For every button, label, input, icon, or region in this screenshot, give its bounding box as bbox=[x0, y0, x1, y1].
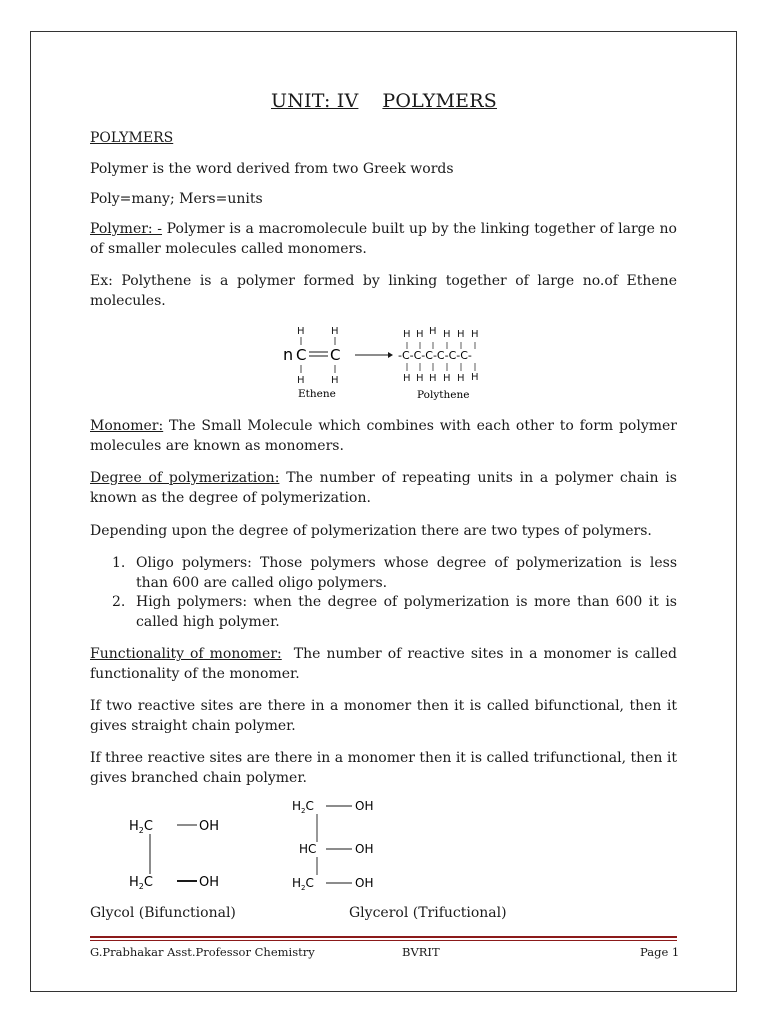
degree-term: Degree of polymerization: bbox=[90, 470, 280, 486]
degree-definition bbox=[90, 469, 677, 508]
section-heading bbox=[90, 129, 677, 149]
polythene-h-bottom-2: H bbox=[416, 373, 424, 384]
list-item-text: Oligo polymers: Those polymers whose degree of polymerization is less than 600 are called oligo polymers. bbox=[136, 555, 677, 591]
polythene-h-top-6: H bbox=[471, 329, 479, 340]
footer-author: G.Prabhakar Asst.Professor Chemistry bbox=[90, 945, 315, 959]
glycol-oh-top: OH bbox=[199, 819, 220, 834]
ethene-carbon-left: C bbox=[296, 346, 307, 364]
list-item-text: High polymers: when the degree of polymerization is more than 600 it is called high polymer. bbox=[136, 594, 677, 630]
trifunctional-paragraph bbox=[90, 749, 677, 788]
list-item bbox=[90, 593, 677, 632]
list-item bbox=[90, 554, 677, 593]
ethene-h-top-right: H bbox=[331, 326, 339, 337]
polythene-h-top-5: H bbox=[457, 329, 465, 340]
ethene-h-top-left: H bbox=[297, 326, 305, 337]
ethene-label: Ethene bbox=[298, 388, 336, 400]
list-number: 1. bbox=[112, 555, 126, 571]
polymer-definition bbox=[90, 220, 677, 259]
polythene-chain: -C-C-C-C-C-C- bbox=[398, 349, 472, 362]
example-paragraph bbox=[90, 272, 677, 311]
ethene-h-bottom-right: H bbox=[331, 375, 339, 386]
polythene-h-bottom-6: H bbox=[471, 372, 479, 383]
glycol-caption: Glycol (Bifunctional) bbox=[90, 905, 236, 921]
page-title bbox=[0, 90, 768, 112]
glycerol-h2c-top: $H_2C$ bbox=[292, 799, 314, 815]
monomer-term: Monomer: bbox=[90, 418, 164, 434]
polymer-definition-text: Polymer is a macromolecule built up by the linking together of large no of smaller molecules called monomers. bbox=[90, 221, 677, 257]
trifunctional-text: If three reactive sites are there in a monomer then it is called trifunctional, then it gives branched chain polymer. bbox=[90, 750, 677, 786]
polythene-h-top-4: H bbox=[443, 329, 451, 340]
monomer-definition-text: The Small Molecule which combines with each other to form polymer molecules are known as monomers. bbox=[90, 418, 677, 454]
glycerol-h2c-bottom: $H_2C$ bbox=[292, 876, 314, 892]
glycol-oh-bottom: OH bbox=[199, 875, 220, 890]
glycol-h2c-bottom: $H_2C$ bbox=[129, 875, 153, 891]
glycol-structure bbox=[125, 812, 235, 892]
intro-paragraph bbox=[90, 160, 677, 180]
degree-definition-text: The number of repeating units in a polymer chain is known as the degree of polymerization. bbox=[90, 470, 677, 506]
types-paragraph bbox=[90, 522, 677, 542]
polythene-h-top-3: H bbox=[429, 326, 437, 337]
polymerization-reaction-diagram bbox=[280, 320, 500, 404]
glycerol-oh-bottom: OH bbox=[355, 876, 374, 890]
polythene-h-bottom-3: H bbox=[429, 373, 437, 384]
etymology-paragraph bbox=[90, 190, 677, 210]
etymology-text: Poly=many; Mers=units bbox=[90, 191, 263, 207]
functionality-definition bbox=[90, 645, 682, 684]
glycerol-oh-top: OH bbox=[355, 799, 374, 813]
footer-page-number: Page 1 bbox=[640, 945, 680, 959]
intro-text: Polymer is the word derived from two Greek words bbox=[90, 161, 454, 177]
glycol-h2c-top: $H_2C$ bbox=[129, 819, 153, 835]
glycerol-caption: Glycerol (Trifuctional) bbox=[349, 905, 507, 921]
monomer-definition bbox=[90, 417, 677, 456]
title-unit: UNIT: IV bbox=[271, 90, 359, 112]
footer-divider-thin bbox=[90, 940, 677, 941]
functionality-definition-text: The number of reactive sites in a monomer is called functionality of the monomer. bbox=[90, 646, 682, 682]
bifunctional-text: If two reactive sites are there in a monomer then it is called bifunctional, then it gives straight chain polymer. bbox=[90, 698, 677, 734]
section-heading-text: POLYMERS bbox=[90, 130, 174, 146]
glycerol-structure bbox=[288, 795, 398, 895]
list-number: 2. bbox=[112, 594, 126, 610]
footer-institute: BVRIT bbox=[402, 945, 440, 959]
polymer-types-list bbox=[90, 554, 677, 632]
polythene-h-top-2: H bbox=[416, 329, 424, 340]
polythene-h-bottom-5: H bbox=[457, 373, 465, 384]
functionality-term: Functionality of monomer: bbox=[90, 646, 282, 662]
polythene-h-top-1: H bbox=[403, 329, 411, 340]
types-text: Depending upon the degree of polymerization there are two types of polymers. bbox=[90, 523, 652, 539]
coefficient-n: n bbox=[283, 345, 294, 364]
footer-divider bbox=[90, 936, 677, 938]
example-text: Ex: Polythene is a polymer formed by linking together of large no.of Ethene molecules. bbox=[90, 273, 677, 309]
glycerol-oh-middle: OH bbox=[355, 842, 374, 856]
polythene-label: Polythene bbox=[417, 389, 470, 401]
polythene-h-bottom-4: H bbox=[443, 373, 451, 384]
ethene-h-bottom-left: H bbox=[297, 375, 305, 386]
glycerol-hc-middle: HC bbox=[299, 842, 317, 856]
polymer-term: Polymer: - bbox=[90, 221, 163, 237]
polythene-h-bottom-1: H bbox=[403, 373, 411, 384]
ethene-carbon-right: C bbox=[330, 346, 341, 364]
title-topic: POLYMERS bbox=[382, 90, 497, 112]
bifunctional-paragraph bbox=[90, 697, 677, 736]
